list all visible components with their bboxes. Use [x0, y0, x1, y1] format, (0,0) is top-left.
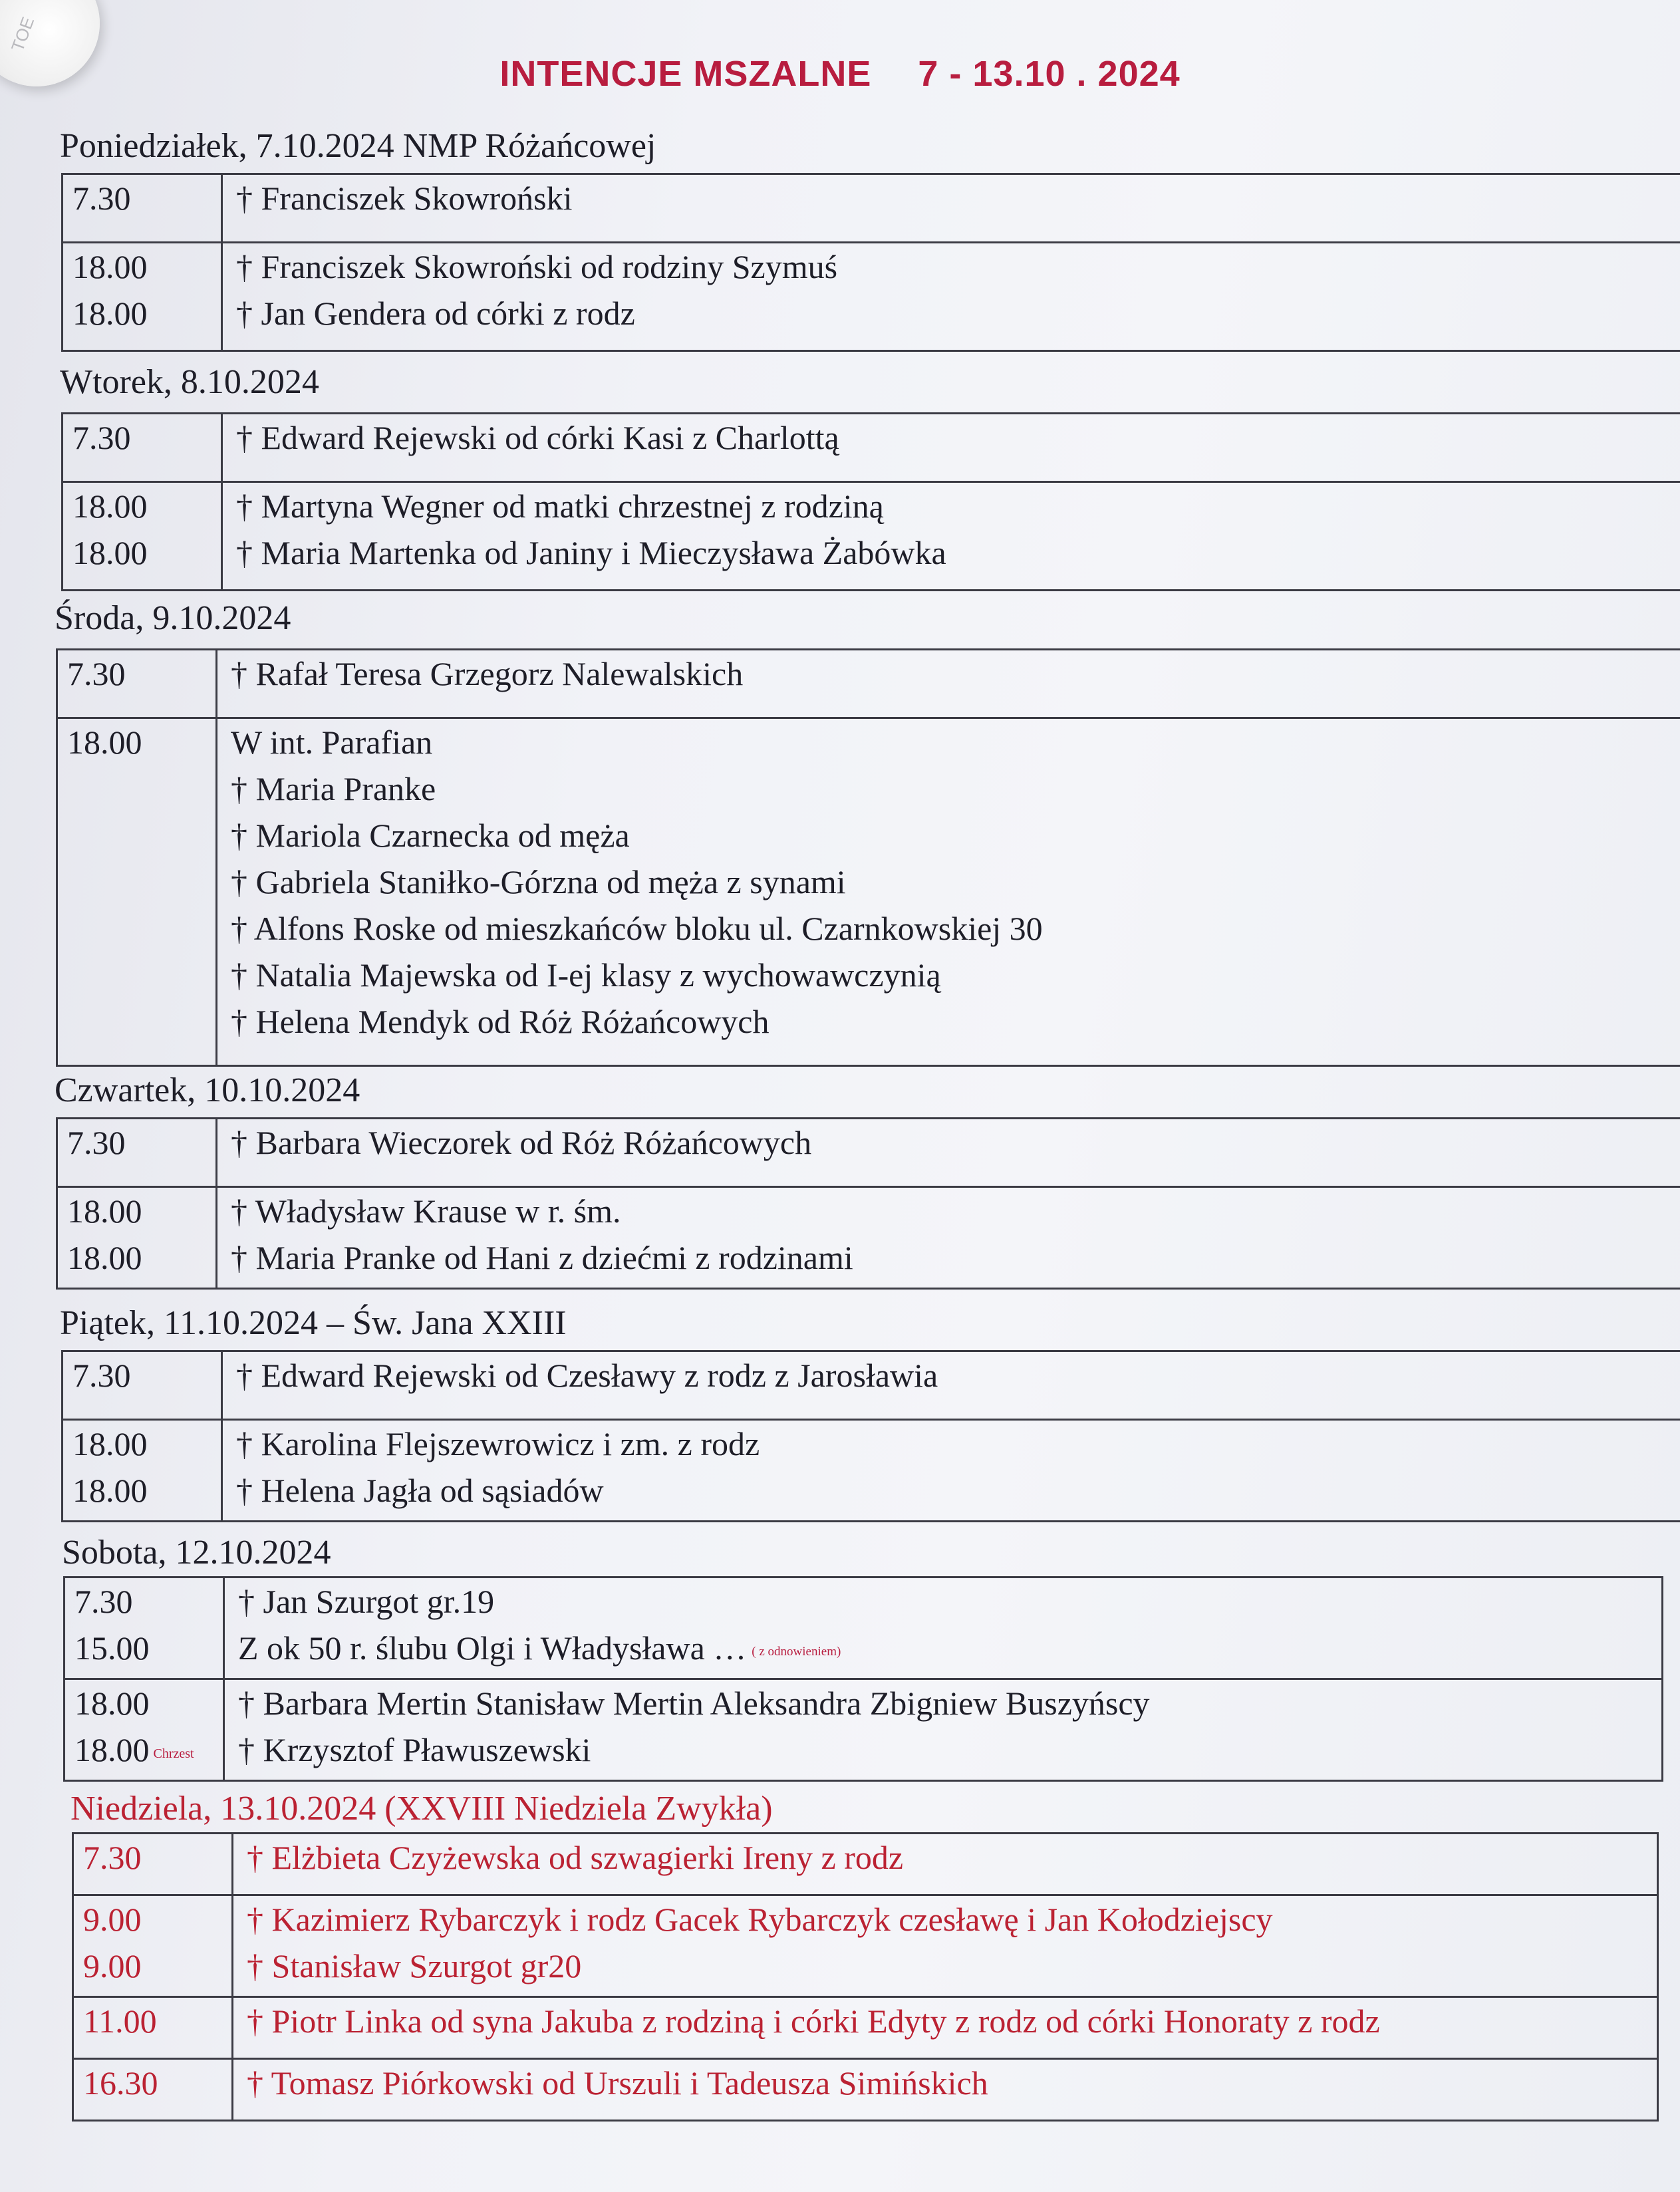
mass-time [67, 1119, 215, 1166]
time-cell [65, 1680, 225, 1780]
intentions-table [63, 1576, 1663, 1782]
intention-cell [233, 1834, 1657, 1894]
mass-time [74, 1578, 223, 1625]
intention-line [236, 243, 1680, 290]
intention-text: † Edward Rejewski od Czesławy z rodz z Jarosławia [236, 1357, 938, 1394]
day-heading: Niedziela, 13.10.2024 (XXVIII Niedziela Zwykła) [70, 1790, 773, 1828]
table-row [65, 1680, 1661, 1782]
intentions-table [72, 1832, 1659, 2122]
intention-text: † Tomasz Piórkowski od Urszuli i Tadeusza Simińskich [247, 2064, 988, 2102]
intention-line [236, 414, 1680, 461]
intention-text: † Maria Pranke od Hani z dziećmi z rodzinami [231, 1239, 853, 1276]
mass-time [83, 1943, 231, 1989]
time-cell [74, 2060, 233, 2120]
intention-line [236, 175, 1680, 221]
intention-cell [223, 175, 1680, 241]
day-heading: Piątek, 11.10.2024 – Św. Jana XXIII [60, 1304, 567, 1342]
table-row [63, 1352, 1680, 1421]
intention-line [231, 1119, 1680, 1166]
mass-time-text: 18.00 [72, 487, 148, 525]
intention-line [236, 290, 1680, 337]
mass-time [72, 290, 221, 337]
day-heading: Sobota, 12.10.2024 [62, 1534, 331, 1572]
table-row [63, 1421, 1680, 1522]
intention-line [231, 859, 1680, 905]
day-heading: Środa, 9.10.2024 [55, 599, 291, 637]
intention-cell [223, 1421, 1680, 1520]
time-cell [58, 650, 217, 717]
time-cell [63, 243, 223, 350]
intention-cell [223, 483, 1680, 589]
intention-cell [223, 414, 1680, 481]
intention-line [231, 1234, 1680, 1281]
mass-time-text: 18.00 [74, 1685, 150, 1722]
intention-line [231, 952, 1680, 998]
day-heading: Wtorek, 8.10.2024 [60, 363, 319, 401]
time-cell [58, 719, 217, 1065]
mass-time [67, 1234, 215, 1281]
mass-time [72, 243, 221, 290]
table-row [74, 1896, 1657, 1998]
mass-time [74, 1625, 223, 1671]
mass-time [83, 1998, 231, 2044]
intention-line [247, 1998, 1657, 2044]
intention-text: † Karolina Flejszewrowicz i zm. z rodz [236, 1425, 760, 1462]
intention-text: † Maria Pranke [231, 770, 436, 807]
intention-line [236, 1467, 1680, 1514]
intention-line [231, 719, 1680, 765]
intention-line [238, 1680, 1661, 1726]
intention-text: † Alfons Roske od mieszkańców bloku ul. Czarnkowskiej 30 [231, 910, 1043, 947]
mass-time-text: 18.00 [72, 1425, 148, 1462]
intention-cell [233, 2060, 1657, 2120]
intentions-table [56, 648, 1680, 1067]
mass-time [67, 719, 215, 765]
table-row [58, 1119, 1680, 1188]
intention-line [238, 1578, 1661, 1625]
mass-time-text: 9.00 [83, 1947, 142, 1985]
time-cell [63, 483, 223, 589]
renewal-note: ( z odnowieniem) [752, 1644, 841, 1659]
mass-time-text: 18.00 [72, 295, 148, 332]
intentions-table [61, 1350, 1680, 1522]
mass-time-text: 18.00 [72, 1472, 148, 1509]
mass-time [83, 1896, 231, 1943]
intention-text: W int. Parafian [231, 724, 433, 761]
intention-cell [217, 1188, 1680, 1288]
intention-text: † Jan Szurgot gr.19 [238, 1583, 495, 1620]
mass-time-text: 18.00 [72, 534, 148, 571]
table-row [65, 1578, 1661, 1680]
intention-text: † Maria Martenka od Janiny i Mieczysława Żabówka [236, 534, 946, 571]
intention-line [231, 1188, 1680, 1234]
table-row [63, 483, 1680, 591]
day-heading: Poniedziałek, 7.10.2024 NMP Różańcowej [60, 127, 656, 165]
intention-text: † Mariola Czarnecka od męża [231, 817, 630, 854]
mass-time-text: 7.30 [67, 1124, 126, 1161]
intention-line [236, 529, 1680, 576]
mass-time [72, 175, 221, 221]
intention-text: † Edward Rejewski od córki Kasi z Charlottą [236, 419, 839, 456]
intention-cell [233, 1896, 1657, 1996]
intention-text: † Stanisław Szurgot gr20 [247, 1947, 582, 1985]
time-cell [63, 1421, 223, 1520]
day-heading: Czwartek, 10.10.2024 [55, 1071, 360, 1109]
intention-line [247, 2060, 1657, 2106]
mass-time [72, 483, 221, 529]
intention-line [247, 1834, 1657, 1881]
mass-time [72, 529, 221, 576]
mass-time-text: 18.00 [67, 1239, 142, 1276]
intention-cell [223, 1352, 1680, 1419]
mass-time [72, 414, 221, 461]
time-cell [74, 1896, 233, 1996]
intention-text: † Natalia Majewska od I-ej klasy z wychowawczynią [231, 956, 941, 994]
intentions-table [61, 412, 1680, 591]
intention-text: † Elżbieta Czyżewska od szwagierki Ireny z rodz [247, 1839, 904, 1876]
intention-line [231, 998, 1680, 1045]
intention-text: † Franciszek Skowroński od rodziny Szymuś [236, 248, 838, 285]
intention-cell [217, 650, 1680, 717]
mass-time-text: 7.30 [72, 1357, 131, 1394]
intention-line [231, 650, 1680, 697]
mass-time [67, 1188, 215, 1234]
mass-time [72, 1467, 221, 1514]
table-row [74, 1834, 1657, 1896]
mass-time [83, 2060, 231, 2106]
mass-time-text: 18.00 [74, 1731, 150, 1768]
intention-text: † Helena Jagła od sąsiadów [236, 1472, 604, 1509]
intention-line [247, 1896, 1657, 1943]
mass-time-text: 7.30 [83, 1839, 142, 1876]
intention-cell [223, 243, 1680, 350]
time-cell [65, 1578, 225, 1678]
table-row [58, 650, 1680, 719]
intention-line [231, 905, 1680, 952]
time-cell [63, 175, 223, 241]
baptism-tag: Chrzest [153, 1746, 194, 1761]
intention-text: † Franciszek Skowroński [236, 180, 573, 217]
mass-time-text: 11.00 [83, 2002, 157, 2040]
intention-line [231, 765, 1680, 812]
mass-time [74, 1726, 223, 1773]
intention-cell [225, 1578, 1661, 1678]
table-row [58, 1188, 1680, 1290]
table-row [74, 1998, 1657, 2060]
intention-line [238, 1625, 1661, 1671]
intentions-table [61, 173, 1680, 352]
intention-text: † Martyna Wegner od matki chrzestnej z rodziną [236, 487, 884, 525]
mass-time-text: 9.00 [83, 1901, 142, 1938]
page-title [0, 53, 1680, 94]
time-cell [58, 1188, 217, 1288]
intention-text: † Helena Mendyk od Róż Różańcowych [231, 1003, 770, 1040]
intention-text: † Rafał Teresa Grzegorz Nalewalskich [231, 655, 744, 692]
time-cell [63, 414, 223, 481]
bottle-cap-icon: TOE [0, 0, 100, 86]
mass-time-text: 18.00 [67, 724, 142, 761]
intention-text: † Krzysztof Pławuszewski [238, 1731, 591, 1768]
intention-text: † Kazimierz Rybarczyk i rodz Gacek Rybarczyk czesławę i Jan Kołodziejscy [247, 1901, 1273, 1938]
intention-line [236, 1421, 1680, 1467]
mass-time-text: 7.30 [72, 180, 131, 217]
mass-time-text: 7.30 [72, 419, 131, 456]
mass-time [74, 1680, 223, 1726]
intention-cell [217, 1119, 1680, 1186]
intention-text: † Jan Gendera od córki z rodz [236, 295, 635, 332]
mass-time-text: 16.30 [83, 2064, 158, 2102]
mass-time-text: 18.00 [72, 248, 148, 285]
mass-time [72, 1421, 221, 1467]
intention-line [236, 1352, 1680, 1399]
intention-line [238, 1726, 1661, 1773]
time-cell [74, 1834, 233, 1894]
mass-time [72, 1352, 221, 1399]
intention-cell [233, 1998, 1657, 2058]
intentions-table [56, 1117, 1680, 1290]
mass-time [83, 1834, 231, 1881]
intention-line [236, 483, 1680, 529]
table-row [63, 243, 1680, 352]
mass-time [67, 650, 215, 697]
table-row [63, 414, 1680, 483]
intention-text: † Piotr Linka od syna Jakuba z rodziną i córki Edyty z rodz od córki Honoraty z rodz [247, 2002, 1380, 2040]
intention-text: † Barbara Wieczorek od Róż Różańcowych [231, 1124, 812, 1161]
title-dates: 7 - 13.10 . 2024 [918, 54, 1181, 94]
mass-time-text: 7.30 [67, 655, 126, 692]
intention-cell [217, 719, 1680, 1065]
table-row [74, 2060, 1657, 2122]
mass-time-text: 7.30 [74, 1583, 133, 1620]
time-cell [58, 1119, 217, 1186]
time-cell [74, 1998, 233, 2058]
intention-cell [225, 1680, 1661, 1780]
mass-time-text: 15.00 [74, 1629, 150, 1667]
intention-line [247, 1943, 1657, 1989]
table-row [58, 719, 1680, 1067]
intention-text: † Barbara Mertin Stanisław Mertin Aleksandra Zbigniew Buszyńscy [238, 1685, 1150, 1722]
intention-line [231, 812, 1680, 859]
mass-time-text: 18.00 [67, 1192, 142, 1230]
intention-text: Z ok 50 r. ślubu Olgi i Władysława … [238, 1629, 747, 1667]
time-cell [63, 1352, 223, 1419]
intention-text: † Gabriela Staniłko-Górzna od męża z synami [231, 863, 846, 900]
title-text: INTENCJE MSZALNE [499, 54, 872, 94]
table-row [63, 175, 1680, 243]
intention-text: † Władysław Krause w r. śm. [231, 1192, 621, 1230]
